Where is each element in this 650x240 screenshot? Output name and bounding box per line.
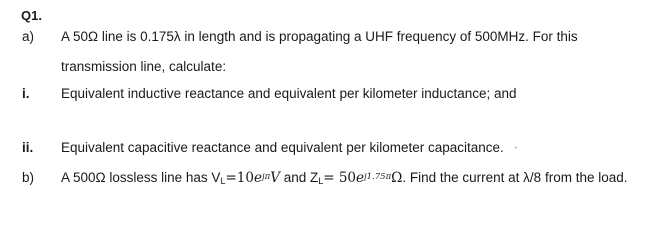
part-b-unit2: Ω: [391, 170, 403, 186]
part-b-e1: e: [253, 170, 262, 186]
stray-mark: ': [515, 145, 517, 155]
part-b-eq2: = 50: [323, 170, 357, 186]
part-b-eq1: =10: [225, 170, 254, 186]
part-i-label: i.: [22, 86, 30, 101]
part-b-pre: A 500Ω lossless line has V: [61, 170, 221, 185]
question-number: Q1.: [21, 8, 42, 23]
part-b-e2: e: [356, 170, 365, 186]
part-a-text-line2: transmission line, calculate:: [61, 59, 227, 74]
part-b-exp2: j1.75π: [364, 172, 392, 182]
part-b-and: and Z: [279, 170, 319, 185]
part-b-unit1: V: [270, 170, 280, 186]
part-b-text: [61, 170, 628, 188]
part-b-sub-l1: L: [220, 176, 226, 186]
part-a-label: a): [22, 29, 35, 44]
part-ii-text: Equivalent capacitive reactance and equivalent per kilometer capacitance.: [61, 140, 504, 155]
part-i-text: Equivalent inductive reactance and equivalent per kilometer inductance; and: [61, 86, 517, 101]
part-b-exp1: jπ: [261, 172, 271, 182]
part-b-post: . Find the current at λ/8 from the load.: [402, 170, 628, 185]
part-b-label: b): [22, 170, 35, 185]
part-ii-label: ii.: [22, 140, 34, 155]
part-a-text-line1: A 50Ω line is 0.175λ in length and is propagating a UHF frequency of 500MHz. For this: [61, 29, 578, 44]
part-b-sub-l2: L: [318, 176, 324, 186]
